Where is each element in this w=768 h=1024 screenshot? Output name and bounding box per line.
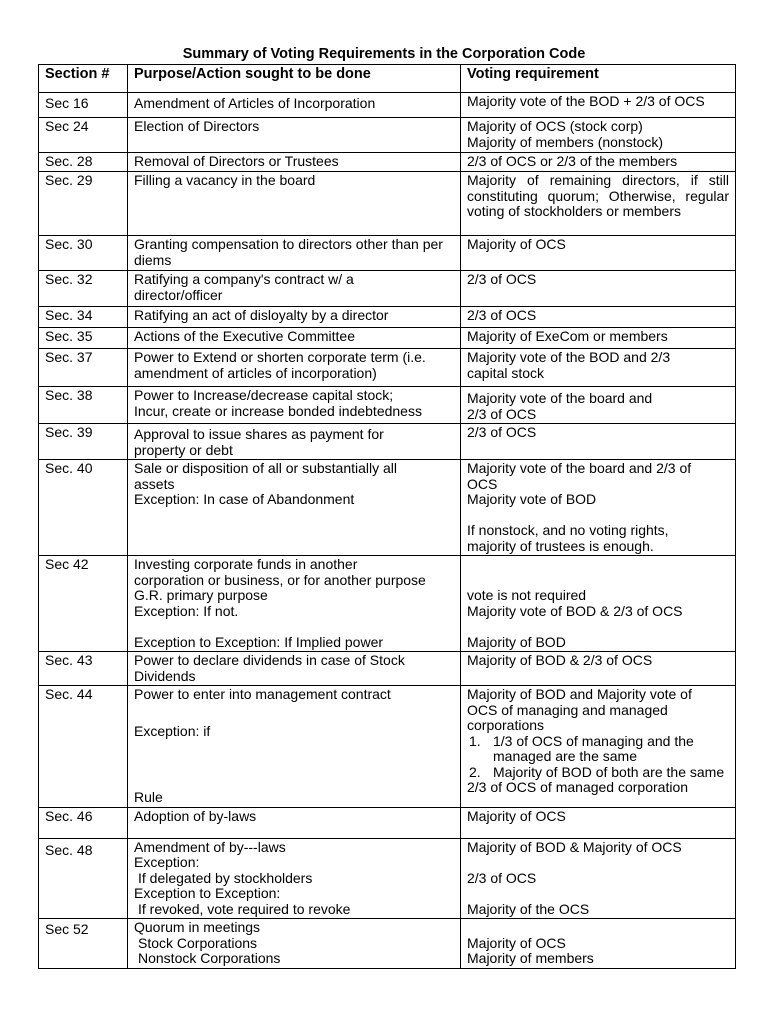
voting-cell: 2/3 of OCS (461, 307, 736, 328)
list-item: 2. Majority of BOD of both are the same (469, 763, 725, 780)
purpose-cell: Filling a vacancy in the board (128, 172, 461, 236)
purpose-cell: Power to Extend or shorten corporate term (i.e. amendment of articles of incorporation) (128, 349, 461, 387)
page-title: Summary of Voting Requirements in the Corporation Code (182, 46, 586, 62)
voting-cell: vote is not required Majority vote of BOD & 2/3 of OCS Majority of BOD (461, 556, 736, 652)
table-row (39, 686, 736, 808)
voting-cell: Majority of remaining directors, if still constituting quorum; Otherwise, regular voting of stockholders or members (461, 172, 736, 236)
table-row (39, 424, 736, 460)
purpose-cell: Actions of the Executive Committee (128, 328, 461, 349)
section-cell: Sec 52 (39, 919, 128, 969)
section-cell: Sec. 37 (39, 349, 128, 387)
header-section: Section # (39, 65, 128, 93)
table-row (39, 919, 736, 969)
voting-cell: 2/3 of OCS (461, 271, 736, 307)
purpose-cell: Ratifying a company's contract w/ a director/officer (128, 271, 461, 307)
voting-cell: Majority of ExeCom or members (461, 328, 736, 349)
purpose-cell: Election of Directors (128, 118, 461, 153)
section-cell: Sec. 30 (39, 236, 128, 271)
table-row (39, 556, 736, 652)
voting-cell: Majority of OCS Majority of members (461, 919, 736, 969)
section-cell: Sec. 44 (39, 686, 128, 808)
purpose-cell: Power to declare dividends in case of Stock Dividends (128, 652, 461, 686)
voting-cell: Majority of OCS (461, 236, 736, 271)
table-row (39, 387, 736, 424)
table-row (39, 349, 736, 387)
purpose-cell: Quorum in meetings Stock Corporations Nonstock Corporations (128, 919, 461, 969)
section-cell: Sec. 32 (39, 271, 128, 307)
voting-cell: Majority of BOD & Majority of OCS 2/3 of OCS Majority of the OCS (461, 838, 736, 919)
section-cell: Sec. 38 (39, 387, 128, 424)
section-cell: Sec. 39 (39, 424, 128, 460)
purpose-cell: Approval to issue shares as payment for property or debt (128, 424, 461, 460)
purpose-cell: Amendment of Articles of Incorporation (128, 93, 461, 118)
table-row (39, 307, 736, 328)
purpose-cell: Adoption of by-laws (128, 807, 461, 838)
purpose-cell: Power to Increase/decrease capital stock; Incur, create or increase bonded indebtedness (128, 387, 461, 424)
voting-cell: Majority of BOD and Majority vote of OCS of managing and managed corporations 1. 1/3 of OCS of managing and the managed are the same 2. Majority of BOD of both are the same 2/3 of OCS of managed corporation (461, 686, 736, 808)
header-purpose: Purpose/Action sought to be done (128, 65, 461, 93)
section-cell: Sec. 28 (39, 153, 128, 172)
table-header-row (39, 65, 736, 93)
voting-cell: Majority vote of the BOD + 2/3 of OCS (461, 93, 736, 118)
purpose-cell: Removal of Directors or Trustees (128, 153, 461, 172)
table-row (39, 328, 736, 349)
purpose-cell: Investing corporate funds in another corporation or business, or for another purpose G.R. primary purpose Exception: If not. Exception to Exception: If Implied power (128, 556, 461, 652)
purpose-cell: Ratifying an act of disloyalty by a director (128, 307, 461, 328)
table-row (39, 460, 736, 556)
section-cell: Sec 16 (39, 93, 128, 118)
table-row (39, 118, 736, 153)
voting-cell: Majority of OCS (461, 807, 736, 838)
voting-requirements-table (38, 64, 736, 969)
section-cell: Sec. 46 (39, 807, 128, 838)
section-cell: Sec 42 (39, 556, 128, 652)
section-cell: Sec. 48 (39, 838, 128, 919)
section-cell: Sec. 40 (39, 460, 128, 556)
header-voting: Voting requirement (461, 65, 736, 93)
section-cell: Sec. 29 (39, 172, 128, 236)
section-cell: Sec. 43 (39, 652, 128, 686)
table-row (39, 652, 736, 686)
voting-cell: Majority of OCS (stock corp) Majority of members (nonstock) (461, 118, 736, 153)
table-row (39, 236, 736, 271)
purpose-cell: Amendment of by---laws Exception: If delegated by stockholders Exception to Exception: If revoked, vote required to revoke (128, 838, 461, 919)
section-cell: Sec. 35 (39, 328, 128, 349)
voting-cell: Majority vote of the board and 2/3 of OCS (461, 387, 736, 424)
table-row (39, 271, 736, 307)
table-row (39, 93, 736, 118)
section-cell: Sec 24 (39, 118, 128, 153)
voting-cell: Majority vote of the board and 2/3 of OCS Majority vote of BOD If nonstock, and no voting rights, majority of trustees is enough. (461, 460, 736, 556)
table-row (39, 807, 736, 838)
table-row (39, 172, 736, 236)
purpose-cell: Power to enter into management contract Exception: if Rule (128, 686, 461, 808)
table-row (39, 153, 736, 172)
voting-cell: Majority vote of the BOD and 2/3 capital stock (461, 349, 736, 387)
section-cell: Sec. 34 (39, 307, 128, 328)
voting-cell: Majority of BOD & 2/3 of OCS (461, 652, 736, 686)
purpose-cell: Granting compensation to directors other than per diems (128, 236, 461, 271)
voting-cell: 2/3 of OCS (461, 424, 736, 460)
voting-cell: 2/3 of OCS or 2/3 of the members (461, 153, 736, 172)
list-item: 1. 1/3 of OCS of managing and the managed are the same (469, 732, 694, 764)
purpose-cell: Sale or disposition of all or substantially all assets Exception: In case of Abandonment (128, 460, 461, 556)
table-row (39, 838, 736, 919)
